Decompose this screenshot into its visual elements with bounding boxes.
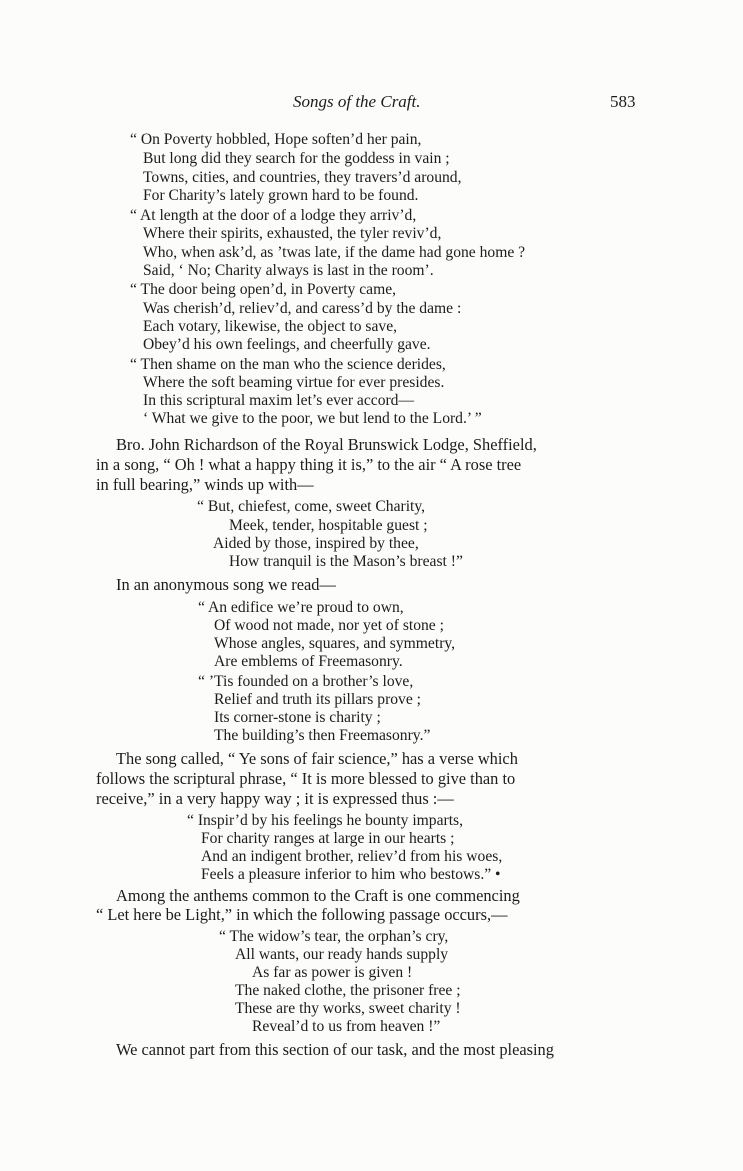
verse-line: In this scriptural maxim let’s ever accord— [143, 392, 415, 409]
verse-line: How tranquil is the Mason’s breast !” [229, 553, 463, 570]
verse-line: All wants, our ready hands supply [235, 946, 449, 963]
verse-line: “ ’Tis founded on a brother’s love, [198, 673, 414, 690]
verse-line: “ On Poverty hobbled, Hope soften’d her pain, [130, 131, 422, 148]
verse-line: Said, ‘ No; Charity always is last in the room’. [143, 262, 434, 279]
verse-line: “ Inspir’d by his feelings he bounty imparts, [187, 812, 464, 829]
verse-line: “ The door being open’d, in Poverty came, [130, 281, 397, 298]
verse-line: Where their spirits, exhausted, the tyler reviv’d, [143, 225, 442, 242]
verse-line: Where the soft beaming virtue for ever presides. [143, 374, 445, 391]
prose-line: receive,” in a very happy way ; it is expressed thus :— [96, 789, 454, 808]
verse-line: The naked clothe, the prisoner free ; [235, 982, 461, 999]
verse-line: For Charity’s lately grown hard to be found. [143, 187, 419, 204]
verse-line: These are thy works, sweet charity ! [235, 1000, 461, 1017]
prose-line: Bro. John Richardson of the Royal Brunswick Lodge, Sheffield, [116, 435, 537, 454]
verse-line: Towns, cities, and countries, they travers’d around, [143, 169, 462, 186]
verse-line: “ At length at the door of a lodge they arriv’d, [130, 207, 417, 224]
paragraph-anonymous-song: In an anonymous song we read— [116, 575, 336, 594]
verse-line: For charity ranges at large in our hearts ; [201, 830, 455, 847]
verse-line: “ But, chiefest, come, sweet Charity, [197, 498, 426, 515]
verse-line: Was cherish’d, reliev’d, and caress’d by the dame : [143, 300, 462, 317]
verse-line: “ An edifice we’re proud to own, [198, 599, 404, 616]
prose-line: in a song, “ Oh ! what a happy thing it is,” to the air “ A rose tree [96, 455, 522, 474]
prose-line: The song called, “ Ye sons of fair science,” has a verse which [116, 749, 518, 768]
verse-line: Are emblems of Freemasonry. [214, 653, 403, 670]
verse-line: Aided by those, inspired by thee, [213, 535, 419, 552]
verse-line: “ The widow’s tear, the orphan’s cry, [219, 928, 449, 945]
prose-line: “ Let here be Light,” in which the following passage occurs,— [96, 905, 508, 924]
verse-line: But long did they search for the goddess in vain ; [143, 150, 450, 167]
verse-line: Feels a pleasure inferior to him who bestows.” • [201, 866, 501, 883]
prose-line: follows the scriptural phrase, “ It is more blessed to give than to [96, 769, 516, 788]
verse-line: ‘ What we give to the poor, we but lend to the Lord.’ ” [143, 410, 482, 427]
prose-line: in full bearing,” winds up with— [96, 475, 314, 494]
page-header [0, 92, 743, 116]
verse-line: Obey’d his own feelings, and cheerfully gave. [143, 336, 431, 353]
running-title: Songs of the Craft. [293, 92, 421, 111]
verse-line: Meek, tender, hospitable guest ; [229, 517, 428, 534]
verse-line: Reveal’d to us from heaven !” [252, 1018, 441, 1035]
verse-line: Relief and truth its pillars prove ; [214, 691, 422, 708]
verse-line: Each votary, likewise, the object to save, [143, 318, 398, 335]
verse-line: Whose angles, squares, and symmetry, [214, 635, 456, 652]
verse-line: And an indigent brother, reliev’d from his woes, [201, 848, 503, 865]
paragraph-closing: We cannot part from this section of our task, and the most pleasing [116, 1040, 554, 1059]
page-number: 583 [610, 92, 636, 111]
verse-line: Of wood not made, nor yet of stone ; [214, 617, 444, 634]
verse-line: As far as power is given ! [252, 964, 413, 981]
prose-line: Among the anthems common to the Craft is one commencing [116, 886, 520, 905]
verse-line: “ Then shame on the man who the science derides, [130, 356, 446, 373]
verse-line: Its corner-stone is charity ; [214, 709, 381, 726]
verse-line: The building’s then Freemasonry.” [214, 727, 431, 744]
verse-line: Who, when ask’d, as ’twas late, if the dame had gone home ? [143, 244, 526, 261]
